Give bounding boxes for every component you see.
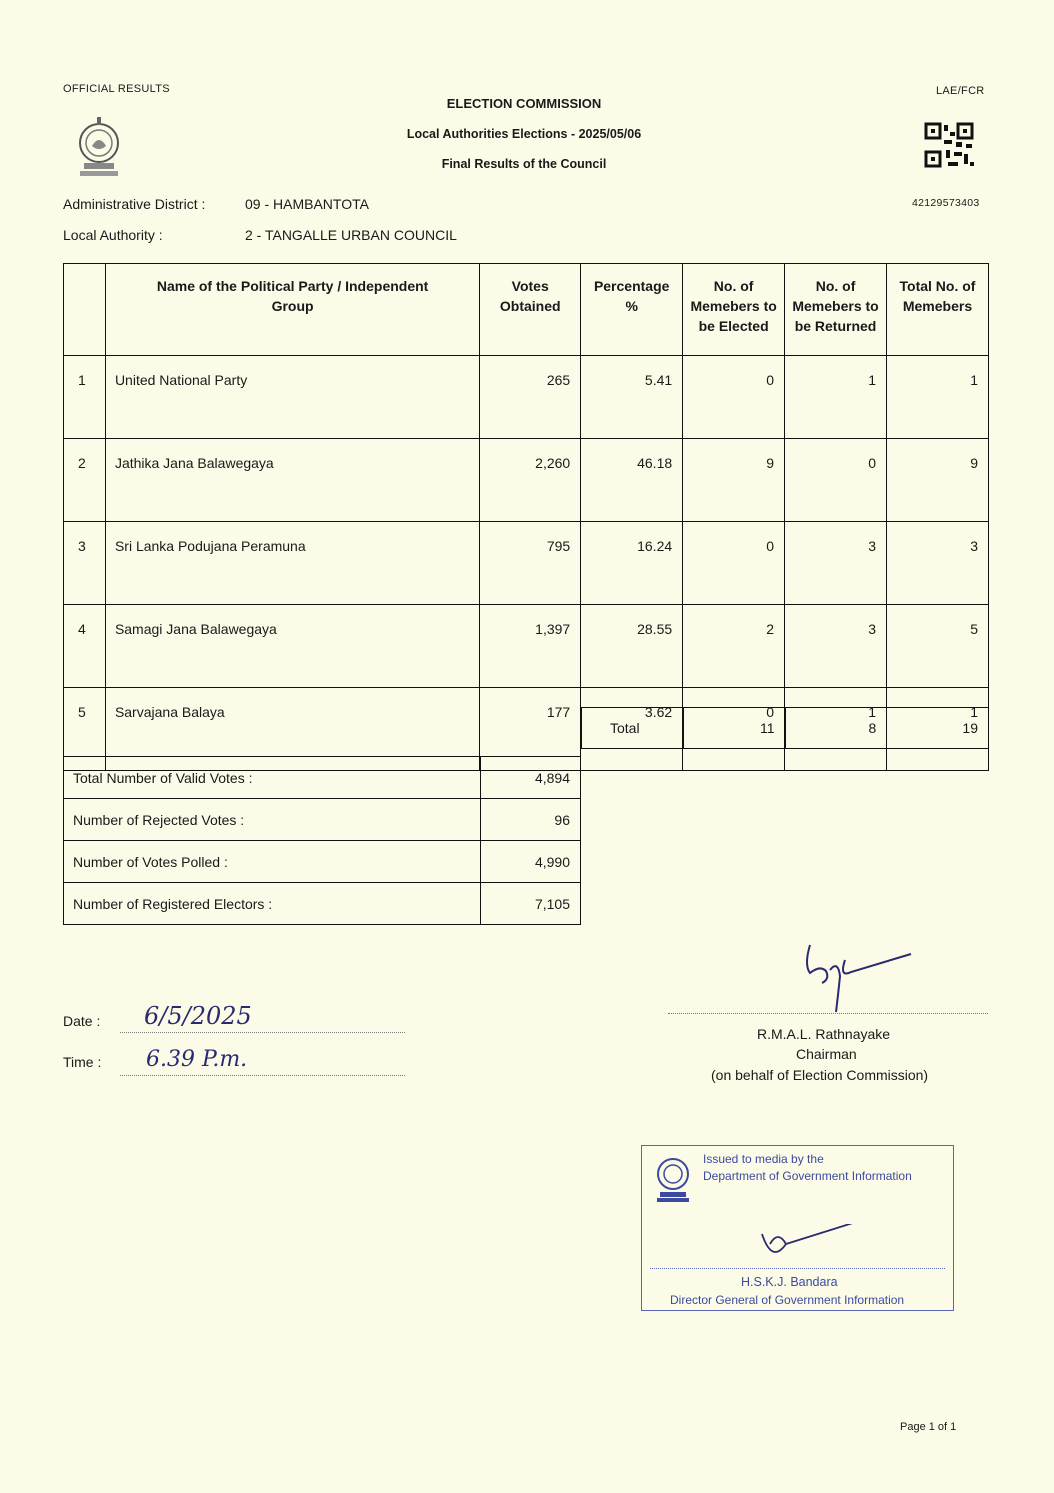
stat-value: 4,894 [481,757,581,799]
cell-total: 1 [887,688,989,771]
election-line: Local Authorities Elections - 2025/05/06 [406,127,642,141]
stat-value: 4,990 [481,841,581,883]
cell-idx: 4 [64,605,106,688]
cell-returned: 0 [785,439,887,522]
stat-label: Number of Registered Electors : [64,883,481,925]
cell-elected: 0 [683,688,785,771]
stat-label: Number of Votes Polled : [64,841,481,883]
cell-votes: 795 [480,522,581,605]
cell-total: 3 [887,522,989,605]
table-row [64,439,989,522]
document-number: 42129573403 [912,197,980,209]
director-signature [752,1224,862,1274]
chairman-title: Chairman [796,1046,857,1062]
cell-votes: 177 [480,688,581,771]
date-label: Date : [63,1013,101,1029]
stat-value: 96 [481,799,581,841]
commission-title: ELECTION COMMISSION [446,96,602,111]
cell-returned: 1 [785,356,887,439]
header-returned: No. of Memebers to be Returned [785,264,887,356]
table-row [64,605,989,688]
cell-idx: 2 [64,439,106,522]
stamp-signature-line [650,1268,945,1269]
stat-row [64,841,581,883]
header-percentage: Percentage % [581,264,683,356]
district-value: 09 - HAMBANTOTA [245,196,369,212]
date-handwritten: 6/5/2025 [144,1002,252,1030]
stat-label: Total Number of Valid Votes : [64,757,481,799]
cell-elected: 2 [683,605,785,688]
cell-pct: 16.24 [581,522,683,605]
signature-line [668,1003,988,1014]
authority-label: Local Authority : [63,227,163,243]
cell-pct: 5.41 [581,356,683,439]
cell-pct: 46.18 [581,439,683,522]
chairman-name: R.M.A.L. Rathnayake [757,1026,891,1042]
cell-total: 1 [887,356,989,439]
totals-total: 19 [887,708,989,749]
time-handwritten: 6.39 P.m. [146,1047,248,1072]
cell-pct: 28.55 [581,605,683,688]
stat-row [64,883,581,925]
cell-idx: 3 [64,522,106,605]
cell-votes: 265 [480,356,581,439]
cell-returned: 3 [785,522,887,605]
totals-table [581,707,989,749]
totals-returned: 8 [785,708,887,749]
cell-party: Jathika Jana Balawegaya [105,439,479,522]
cell-party: Sri Lanka Podujana Peramuna [105,522,479,605]
cell-returned: 1 [785,688,887,771]
stat-row [64,757,581,799]
header-party: Name of the Political Party / Independent Group [105,264,479,356]
header-votes: Votes Obtained [480,264,581,356]
qr-code-icon [924,122,976,170]
stat-value: 7,105 [481,883,581,925]
cell-elected: 0 [683,356,785,439]
media-stamp [641,1145,954,1311]
cell-idx: 1 [64,356,106,439]
stamp-line-2: Department of Government Information [703,1169,912,1183]
cell-total: 5 [887,605,989,688]
page-number: Page 1 of 1 [900,1421,957,1433]
results-table [63,263,989,771]
final-results-title: Final Results of the Council [441,157,607,171]
cell-party: Samagi Jana Balawegaya [105,605,479,688]
form-code: LAE/FCR [936,85,985,97]
cell-votes: 2,260 [480,439,581,522]
header-total-members: Total No. of Memebers [887,264,989,356]
cell-elected: 9 [683,439,785,522]
cell-party: Sarvajana Balaya [105,688,479,771]
cell-idx: 5 [64,688,106,771]
emblem-icon [72,113,126,179]
emblem-icon [652,1152,694,1204]
time-label: Time : [63,1054,102,1070]
cell-total: 9 [887,439,989,522]
authority-value: 2 - TANGALLE URBAN COUNCIL [245,227,457,243]
totals-row [582,708,989,749]
cell-pct: 3.62 [581,688,683,771]
totals-label: Total [582,708,684,749]
stamp-line-1: Issued to media by the [703,1152,824,1166]
header-elected: No. of Memebers to be Elected [683,264,785,356]
stat-row [64,799,581,841]
director-name: H.S.K.J. Bandara [741,1275,838,1289]
table-row [64,522,989,605]
stat-label: Number of Rejected Votes : [64,799,481,841]
cell-elected: 0 [683,522,785,605]
chairman-note: (on behalf of Election Commission) [711,1067,929,1083]
totals-elected: 11 [683,708,785,749]
district-label: Administrative District : [63,196,206,212]
vote-statistics-table [63,756,581,925]
cell-returned: 3 [785,605,887,688]
cell-votes: 1,397 [480,605,581,688]
official-results-label: OFFICIAL RESULTS [63,83,170,95]
date-line [120,1000,405,1033]
table-row [64,356,989,439]
director-title: Director General of Government Information [670,1293,905,1307]
table-header-row [64,264,989,356]
header-index [64,264,106,356]
time-line [120,1043,405,1076]
cell-party: United National Party [105,356,479,439]
